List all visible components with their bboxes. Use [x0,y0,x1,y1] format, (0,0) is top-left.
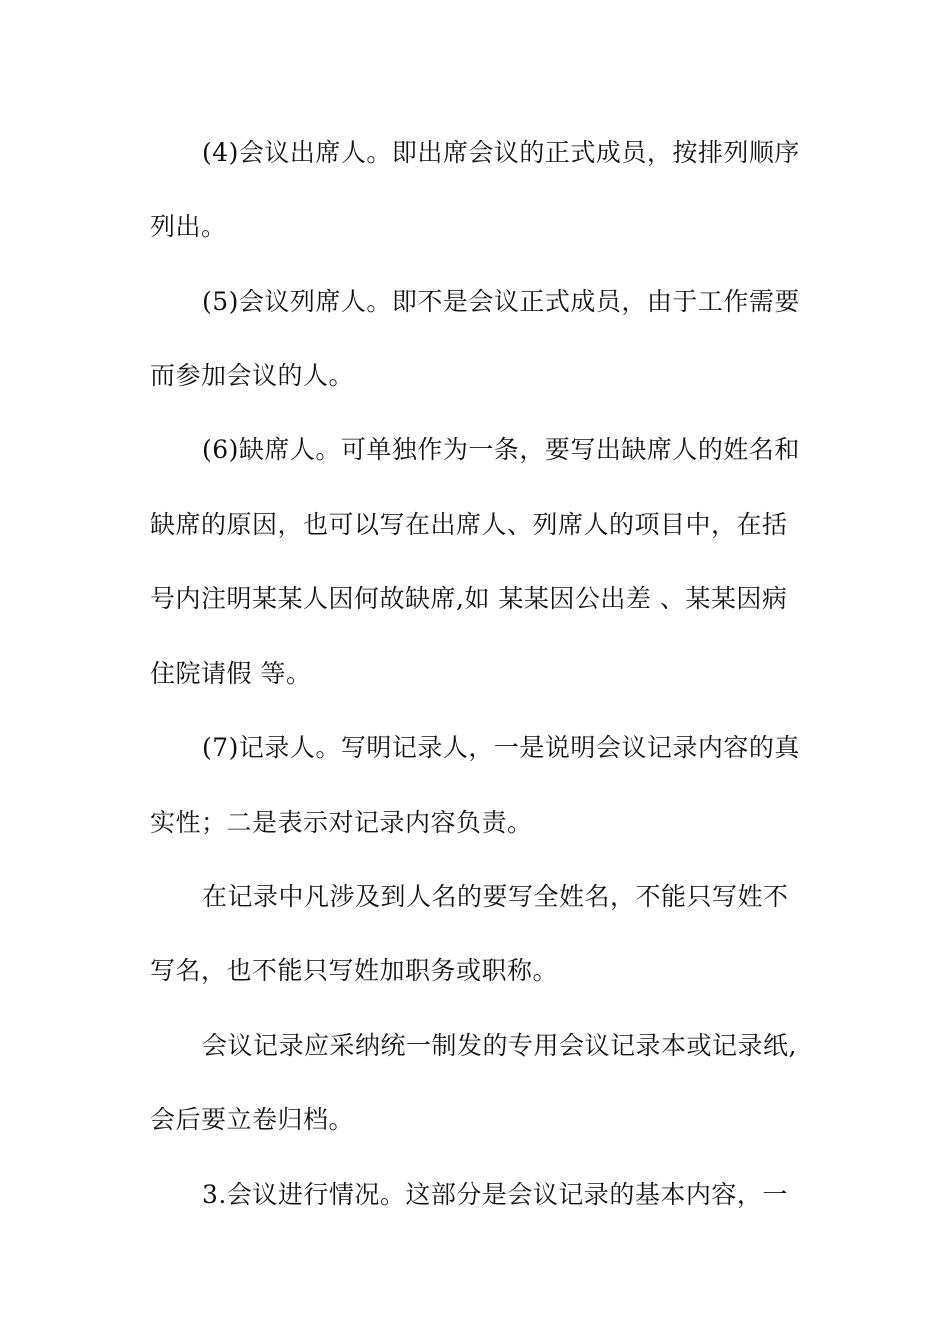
text-line: (6)缺席人。可单独作为一条，要写出缺席人的姓名和 [202,435,800,464]
text-line: 列出。 [150,212,227,241]
text-line: 在记录中凡涉及到人名的要写全姓名，不能只写姓不 [202,882,789,911]
text-line: 写名，也不能只写姓加职务或职称。 [150,956,559,985]
text-line: 号内注明某某人因何故缺席,如 某某因公出差 、某某因病 [150,584,788,613]
text-line: 住院请假 等。 [150,659,312,688]
text-line: 3.会议进行情况。这部分是会议记录的基本内容，一 [202,1180,788,1209]
text-line: (4)会议出席人。即出席会议的正式成员，按排列顺序 [202,138,800,167]
text-line: 而参加会议的人。 [150,361,355,390]
text-line: (7)记录人。写明记录人，一是说明会议记录内容的真 [202,733,800,762]
text-line: 实性；二是表示对记录内容负责。 [150,808,533,837]
text-line: 缺席的原因，也可以写在出席人、列席人的项目中，在括 [150,510,788,539]
text-line: 会议记录应采纳统一制发的专用会议记录本或记录纸, [202,1031,797,1060]
text-line: 会后要立卷归档。 [150,1105,355,1134]
text-line: (5)会议列席人。即不是会议正式成员，由于工作需要 [202,287,800,316]
